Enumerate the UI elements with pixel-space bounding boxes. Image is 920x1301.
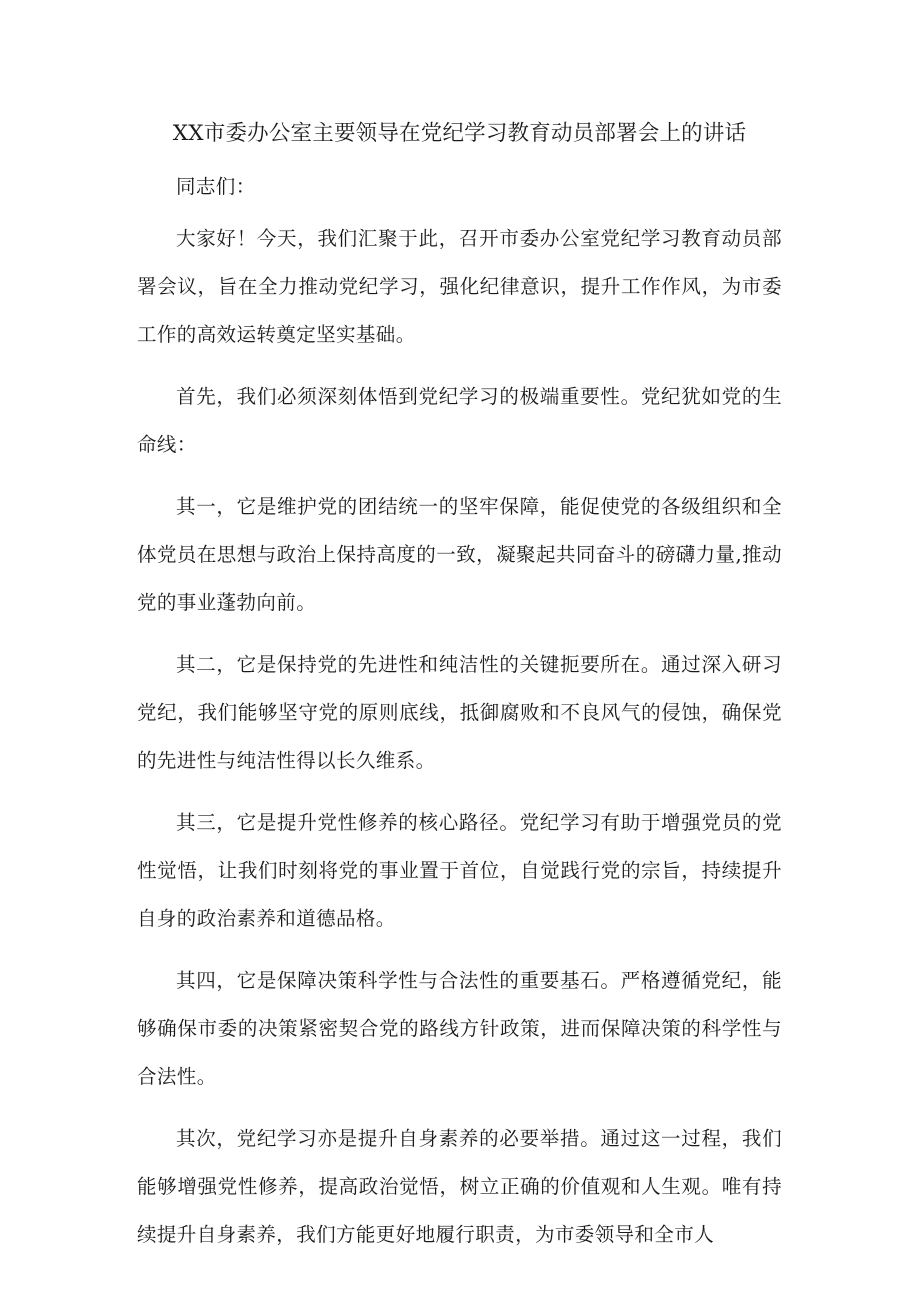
paragraph-opening: 大家好！今天，我们汇聚于此，召开市委办公室党纪学习教育动员部署会议，旨在全力推动党纪学习，强化纪律意识，提升工作作风，为市委工作的高效运转奠定坚实基础。: [137, 227, 782, 346]
paragraph-item-three: 其三，它是提升党性修养的核心路径。党纪学习有助于增强党员的党性觉悟，让我们时刻将党的事业置于首位，自觉践行党的宗旨，持续提升自身的政治素养和道德品格。: [137, 811, 782, 930]
paragraph-first-point: 首先，我们必须深刻体悟到党纪学习的极端重要性。党纪犹如党的生命线：: [137, 385, 782, 456]
greeting: 同志们：: [176, 175, 256, 198]
paragraph-item-one: 其一，它是维护党的团结统一的坚牢保障，能促使党的各级组织和全体党员在思想与政治上保持高度的一致，凝聚起共同奋斗的磅礴力量,推动党的事业蓬勃向前。: [137, 495, 782, 614]
document-body: [137, 113, 782, 1273]
document-title: XX市委办公室主要领导在党纪学习教育动员部署会上的讲话: [172, 121, 747, 146]
paragraph-item-two: 其二，它是保持党的先进性和纯洁性的关键扼要所在。通过深入研习党纪，我们能够坚守党的原则底线，抵御腐败和不良风气的侵蚀，确保党的先进性与纯洁性得以长久维系。: [137, 653, 782, 772]
paragraph-item-four: 其四，它是保障决策科学性与合法性的重要基石。严格遵循党纪，能够确保市委的决策紧密契合党的路线方针政策，进而保障决策的科学性与合法性。: [137, 969, 782, 1088]
paragraph-second-point: 其次，党纪学习亦是提升自身素养的必要举措。通过这一过程，我们能够增强党性修养，提高政治觉悟，树立正确的价值观和人生观。唯有持续提升自身素养，我们方能更好地履行职责，为市委领导和全市人: [137, 1127, 782, 1246]
